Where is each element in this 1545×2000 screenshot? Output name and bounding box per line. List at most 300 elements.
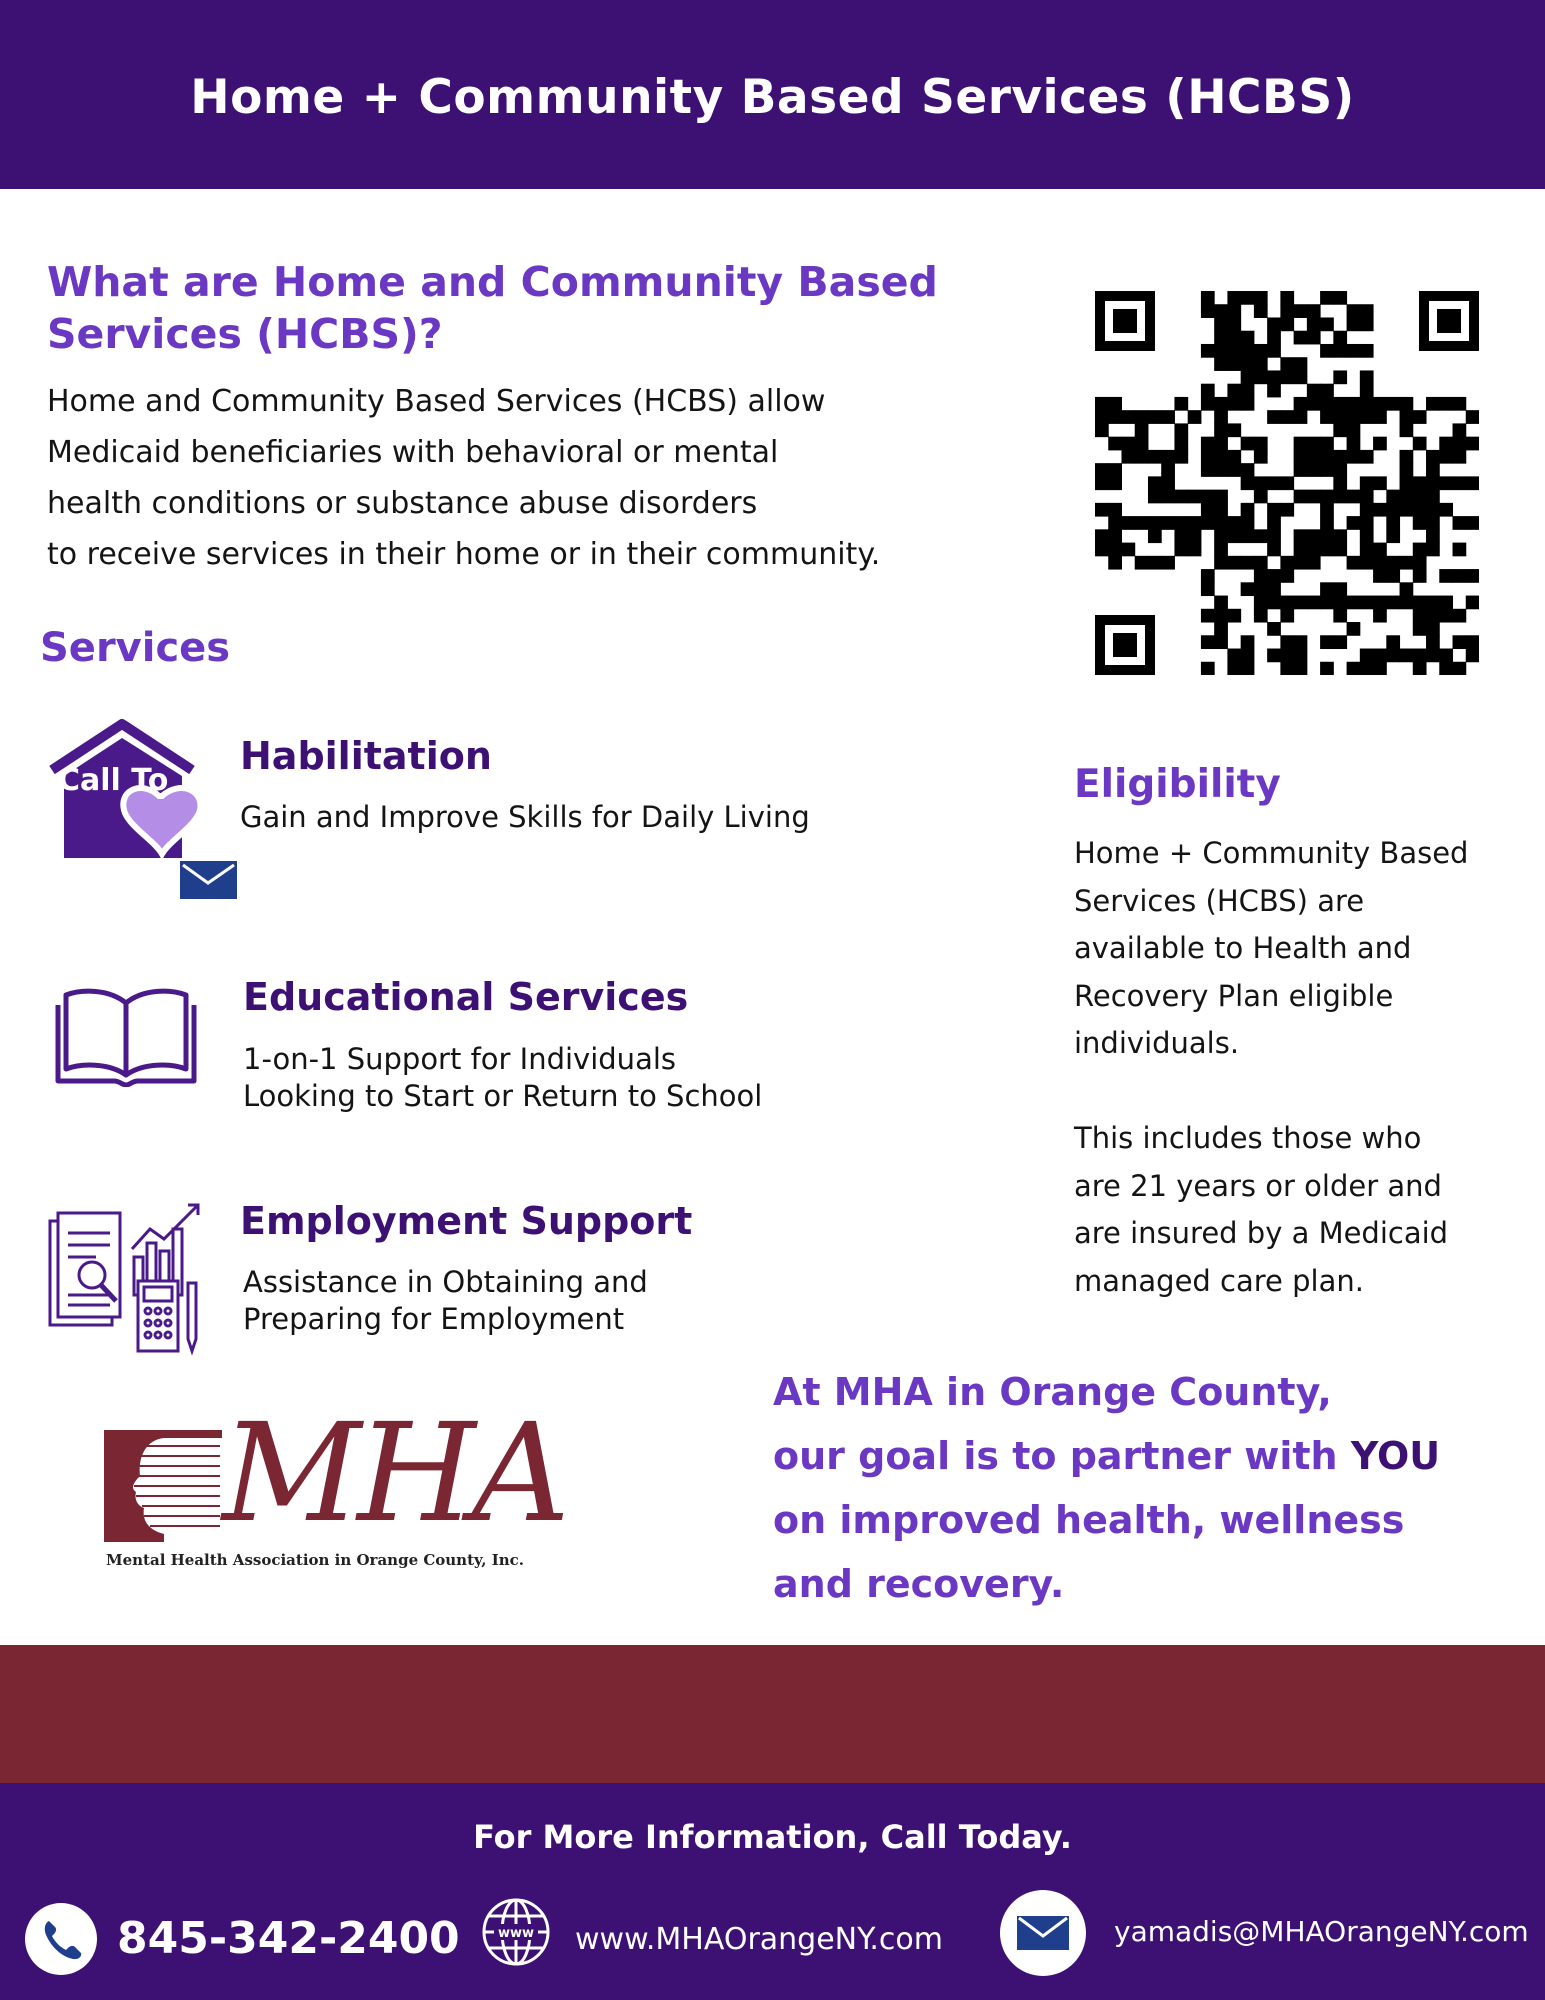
qr-module: [1267, 331, 1281, 345]
qr-module: [1320, 635, 1334, 649]
service-desc-line: Assistance in Obtaining and: [243, 1265, 648, 1299]
qr-module: [1108, 556, 1122, 570]
qr-module: [1333, 397, 1347, 411]
email-icon: [1000, 1890, 1086, 1976]
qr-module: [1254, 476, 1268, 490]
qr-module: [1174, 450, 1188, 464]
qr-module: [1307, 437, 1321, 451]
qr-module: [1227, 357, 1241, 371]
qr-module: [1307, 397, 1321, 411]
qr-module: [1453, 516, 1467, 530]
qr-module: [1095, 476, 1109, 490]
qr-module: [1227, 423, 1241, 437]
qr-module: [1413, 490, 1427, 504]
qr-module: [1214, 437, 1228, 451]
qr-module: [1360, 304, 1374, 318]
eligibility-line: are insured by a Medicaid: [1074, 1216, 1449, 1250]
qr-module: [1241, 635, 1255, 649]
qr-module: [1426, 649, 1440, 663]
qr-module: [1148, 450, 1162, 464]
qr-module: [1294, 304, 1308, 318]
qr-module: [1280, 569, 1294, 583]
qr-module: [1413, 596, 1427, 610]
qr-module: [1227, 516, 1241, 530]
eligibility-heading: Eligibility: [1074, 762, 1281, 807]
qr-module: [1267, 344, 1281, 358]
qr-module: [1135, 437, 1149, 451]
qr-module: [1360, 370, 1374, 384]
qr-module: [1373, 609, 1387, 623]
qr-module: [1333, 410, 1347, 424]
qr-module: [1294, 437, 1308, 451]
service-title-employment: Employment Support: [240, 1199, 693, 1243]
qr-module: [1439, 503, 1453, 517]
qr-module: [1453, 635, 1467, 649]
qr-module: [1214, 609, 1228, 623]
qr-module: [1121, 437, 1135, 451]
logo-wordmark: MHA: [222, 1395, 567, 1553]
qr-module: [1360, 543, 1374, 557]
qr-module: [1280, 503, 1294, 517]
qr-module: [1214, 503, 1228, 517]
qr-module: [1108, 410, 1122, 424]
intro-body-line: health conditions or substance abuse disorders: [47, 486, 758, 521]
qr-module: [1201, 503, 1215, 517]
eligibility-line: This includes those who: [1074, 1121, 1422, 1155]
qr-module: [1214, 543, 1228, 557]
qr-module: [1267, 503, 1281, 517]
qr-module: [1386, 569, 1400, 583]
qr-module: [1453, 423, 1467, 437]
qr-module: [1148, 410, 1162, 424]
mha-logo-mark: [104, 1430, 222, 1542]
qr-module: [1360, 476, 1374, 490]
qr-module: [1214, 463, 1228, 477]
qr-module: [1108, 437, 1122, 451]
qr-module: [1227, 556, 1241, 570]
qr-module: [1227, 397, 1241, 411]
phone-number[interactable]: 845-342-2400: [117, 1913, 460, 1964]
qr-module: [1095, 529, 1109, 543]
qr-module: [1214, 397, 1228, 411]
qr-module: [1294, 463, 1308, 477]
qr-module: [1426, 635, 1440, 649]
qr-module: [1267, 410, 1281, 424]
qr-module: [1241, 463, 1255, 477]
service-desc-line: Gain and Improve Skills for Daily Living: [240, 800, 810, 834]
qr-module: [1174, 423, 1188, 437]
qr-module: [1294, 397, 1308, 411]
qr-module: [1201, 635, 1215, 649]
qr-module: [1254, 569, 1268, 583]
intro-heading: [47, 256, 1007, 360]
qr-module: [1095, 423, 1109, 437]
eligibility-line: available to Health and: [1074, 931, 1412, 965]
qr-module: [1254, 556, 1268, 570]
qr-module: [1201, 291, 1215, 305]
qr-module: [1214, 331, 1228, 345]
qr-module: [1333, 596, 1347, 610]
qr-module: [1267, 476, 1281, 490]
qr-module: [1439, 450, 1453, 464]
logo-caption: Mental Health Association in Orange County, Inc.: [106, 1551, 525, 1569]
eligibility-line: individuals.: [1074, 1026, 1240, 1060]
qr-module: [1241, 582, 1255, 596]
qr-module: [1466, 410, 1479, 424]
qr-module: [1267, 529, 1281, 543]
qr-module: [1174, 437, 1188, 451]
qr-module: [1201, 450, 1215, 464]
qr-module: [1400, 490, 1414, 504]
qr-module: [1267, 596, 1281, 610]
qr-module: [1320, 516, 1334, 530]
service-desc-habilitation: [240, 799, 810, 836]
qr-module: [1254, 437, 1268, 451]
qr-module: [1095, 503, 1109, 517]
qr-module: [1453, 437, 1467, 451]
service-title-educational: Educational Services: [243, 975, 689, 1019]
qr-module: [1400, 450, 1414, 464]
documents-chart-icon: [46, 1199, 206, 1355]
qr-module: [1214, 450, 1228, 464]
qr-module: [1280, 357, 1294, 371]
qr-module: [1360, 529, 1374, 543]
qr-module: [1360, 490, 1374, 504]
open-book-icon: [54, 983, 199, 1087]
qr-module: [1386, 490, 1400, 504]
qr-module: [1095, 543, 1109, 557]
qr-module: [1347, 596, 1361, 610]
qr-module: [1121, 516, 1135, 530]
qr-module: [1241, 344, 1255, 358]
icon-overlay-text: Call To: [58, 763, 169, 798]
qr-module: [1294, 410, 1308, 424]
qr-module: [1294, 635, 1308, 649]
eligibility-body: [1074, 830, 1514, 1305]
qr-module: [1426, 609, 1440, 623]
qr-module: [1413, 622, 1427, 636]
qr-module: [1108, 516, 1122, 530]
qr-module: [1373, 503, 1387, 517]
qr-module: [1227, 331, 1241, 345]
qr-module: [1188, 410, 1202, 424]
qr-module: [1373, 596, 1387, 610]
qr-module: [1320, 503, 1334, 517]
qr-module: [1413, 476, 1427, 490]
qr-module: [1320, 662, 1334, 675]
qr-module: [1174, 516, 1188, 530]
qr-module: [1254, 609, 1268, 623]
qr-module: [1121, 410, 1135, 424]
qr-module: [1400, 503, 1414, 517]
qr-module: [1280, 635, 1294, 649]
service-title-habilitation: Habilitation: [240, 734, 492, 778]
qr-module: [1373, 543, 1387, 557]
page-title: Home + Community Based Services (HCBS): [190, 70, 1355, 125]
service-desc-educational: [243, 1041, 762, 1115]
qr-module: [1214, 529, 1228, 543]
qr-module: [1267, 543, 1281, 557]
globe-icon: [480, 1896, 552, 1968]
qr-module: [1413, 649, 1427, 663]
goal-statement: [773, 1360, 1513, 1616]
qr-module: [1108, 529, 1122, 543]
qr-module: [1453, 609, 1467, 623]
qr-module: [1360, 596, 1374, 610]
qr-module: [1347, 490, 1361, 504]
qr-module: [1280, 291, 1294, 305]
qr-module: [1241, 516, 1255, 530]
qr-module: [1413, 662, 1427, 675]
qr-module: [1241, 437, 1255, 451]
intro-heading-line: What are Home and Community Based: [47, 258, 938, 306]
qr-module: [1214, 516, 1228, 530]
qr-module: [1333, 450, 1347, 464]
footer: [0, 1783, 1545, 2000]
eligibility-line: Recovery Plan eligible: [1074, 978, 1394, 1013]
qr-module: [1161, 463, 1175, 477]
qr-module: [1320, 291, 1334, 305]
qr-module: [1227, 450, 1241, 464]
qr-module: [1320, 529, 1334, 543]
qr-module: [1294, 331, 1308, 345]
qr-module: [1439, 437, 1453, 451]
eligibility-line: are 21 years or older and: [1074, 1168, 1442, 1203]
qr-module: [1333, 331, 1347, 345]
qr-module: [1254, 304, 1268, 318]
qr-module: [1333, 635, 1347, 649]
qr-module: [1466, 649, 1479, 663]
qr-module: [1227, 609, 1241, 623]
qr-module: [1267, 317, 1281, 331]
qr-module: [1214, 423, 1228, 437]
qr-module: [1413, 516, 1427, 530]
intro-body-line: Medicaid beneficiaries with behavioral or mental: [47, 435, 779, 470]
qr-module: [1294, 543, 1308, 557]
qr-module: [1254, 596, 1268, 610]
service-desc-line: Looking to Start or Return to School: [243, 1079, 763, 1113]
goal-line: on improved health, wellness: [773, 1498, 1405, 1542]
qr-module: [1386, 397, 1400, 411]
qr-module: [1386, 649, 1400, 663]
qr-module: [1201, 516, 1215, 530]
qr-module: [1241, 649, 1255, 663]
qr-module: [1453, 450, 1467, 464]
qr-module: [1294, 357, 1308, 371]
qr-module: [1426, 397, 1440, 411]
qr-module: [1108, 463, 1122, 477]
qr-module: [1307, 450, 1321, 464]
qr-module: [1280, 317, 1294, 331]
qr-module: [1280, 370, 1294, 384]
qr-module: [1241, 476, 1255, 490]
website-link[interactable]: www.MHAOrangeNY.com: [575, 1922, 943, 1957]
qr-module: [1386, 635, 1400, 649]
qr-module: [1307, 384, 1321, 398]
maroon-band: [0, 1645, 1545, 1783]
qr-module: [1121, 543, 1135, 557]
qr-module: [1373, 410, 1387, 424]
qr-module: [1320, 410, 1334, 424]
qr-module: [1320, 344, 1334, 358]
qr-module: [1254, 291, 1268, 305]
eligibility-spacer: [1074, 1068, 1514, 1116]
qr-module: [1135, 410, 1149, 424]
qr-module: [1347, 662, 1361, 675]
qr-module: [1201, 609, 1215, 623]
qr-module: [1241, 357, 1255, 371]
qr-module: [1201, 463, 1215, 477]
qr-module: [1373, 437, 1387, 451]
qr-module: [1426, 516, 1440, 530]
qr-module: [1333, 463, 1347, 477]
qr-module: [1347, 410, 1361, 424]
qr-module: [1413, 556, 1427, 570]
qr-module: [1227, 529, 1241, 543]
qr-module: [1333, 344, 1347, 358]
qr-module: [1386, 503, 1400, 517]
qr-module: [1294, 490, 1308, 504]
footer-call-to-action: For More Information, Call Today.: [473, 1818, 1072, 1856]
qr-module: [1188, 543, 1202, 557]
qr-module: [1347, 344, 1361, 358]
qr-module: [1426, 543, 1440, 557]
service-desc-employment: [243, 1264, 648, 1338]
qr-module: [1227, 463, 1241, 477]
qr-module: [1320, 317, 1334, 331]
qr-module: [1466, 516, 1479, 530]
qr-module: [1108, 503, 1122, 517]
qr-module: [1108, 543, 1122, 557]
qr-module: [1413, 609, 1427, 623]
qr-module: [1426, 463, 1440, 477]
qr-module: [1439, 476, 1453, 490]
qr-module: [1333, 609, 1347, 623]
qr-module: [1307, 556, 1321, 570]
qr-module: [1413, 410, 1427, 424]
qr-module: [1121, 450, 1135, 464]
qr-module: [1347, 317, 1361, 331]
qr-module: [1254, 370, 1268, 384]
qr-module: [1360, 450, 1374, 464]
qr-module: [1188, 490, 1202, 504]
qr-module: [1227, 344, 1241, 358]
qr-module: [1360, 397, 1374, 411]
qr-module: [1267, 569, 1281, 583]
qr-module: [1453, 543, 1467, 557]
qr-module: [1320, 384, 1334, 398]
qr-module: [1466, 635, 1479, 649]
qr-module: [1347, 437, 1361, 451]
qr-module: [1360, 649, 1374, 663]
qr-module: [1201, 344, 1215, 358]
qr-module: [1453, 476, 1467, 490]
qr-module: [1400, 556, 1414, 570]
qr-module: [1307, 331, 1321, 345]
qr-code[interactable]: [1095, 291, 1479, 675]
qr-module: [1333, 490, 1347, 504]
qr-module: [1135, 450, 1149, 464]
qr-module: [1280, 609, 1294, 623]
qr-module: [1333, 476, 1347, 490]
qr-module: [1320, 437, 1334, 451]
qr-module: [1241, 529, 1255, 543]
qr-module: [1360, 516, 1374, 530]
qr-module: [1426, 490, 1440, 504]
qr-module: [1135, 423, 1149, 437]
qr-module: [1333, 529, 1347, 543]
qr-module: [1347, 304, 1361, 318]
qr-module: [1307, 490, 1321, 504]
qr-module: [1280, 556, 1294, 570]
qr-module: [1426, 503, 1440, 517]
qr-module: [1280, 476, 1294, 490]
qr-module: [1214, 410, 1228, 424]
qr-module: [1333, 543, 1347, 557]
qr-module: [1400, 476, 1414, 490]
qr-module: [1227, 304, 1241, 318]
qr-module: [1294, 370, 1308, 384]
qr-module: [1214, 556, 1228, 570]
qr-module: [1400, 649, 1414, 663]
qr-module: [1386, 516, 1400, 530]
qr-module: [1360, 384, 1374, 398]
qr-module: [1188, 516, 1202, 530]
qr-module: [1201, 304, 1215, 318]
goal-line: At MHA in Orange County,: [773, 1370, 1332, 1414]
qr-module: [1227, 662, 1241, 675]
qr-module: [1439, 662, 1453, 675]
qr-module: [1267, 622, 1281, 636]
qr-module: [1373, 569, 1387, 583]
qr-module: [1307, 543, 1321, 557]
qr-module: [1386, 596, 1400, 610]
qr-module: [1347, 556, 1361, 570]
qr-module: [1466, 596, 1479, 610]
qr-module: [1267, 370, 1281, 384]
qr-module: [1413, 569, 1427, 583]
qr-module: [1426, 529, 1440, 543]
qr-module: [1294, 649, 1308, 663]
qr-module: [1400, 410, 1414, 424]
qr-module: [1214, 344, 1228, 358]
qr-module: [1360, 503, 1374, 517]
qr-module: [1161, 556, 1175, 570]
qr-module: [1267, 516, 1281, 530]
qr-module: [1307, 463, 1321, 477]
qr-module: [1320, 543, 1334, 557]
qr-module: [1373, 476, 1387, 490]
qr-module: [1201, 397, 1215, 411]
qr-module: [1188, 529, 1202, 543]
eligibility-line: Home + Community Based: [1074, 836, 1469, 870]
qr-module: [1294, 596, 1308, 610]
qr-module: [1347, 450, 1361, 464]
email-link[interactable]: yamadis@MHAOrangeNY.com: [1114, 1915, 1529, 1948]
qr-module: [1320, 463, 1334, 477]
qr-module: [1360, 662, 1374, 675]
qr-module: [1294, 450, 1308, 464]
qr-module: [1426, 622, 1440, 636]
qr-module: [1373, 397, 1387, 411]
qr-module: [1466, 476, 1479, 490]
qr-module: [1227, 317, 1241, 331]
qr-module: [1161, 490, 1175, 504]
qr-module: [1426, 450, 1440, 464]
qr-module: [1294, 529, 1308, 543]
qr-module: [1267, 582, 1281, 596]
qr-module: [1254, 529, 1268, 543]
